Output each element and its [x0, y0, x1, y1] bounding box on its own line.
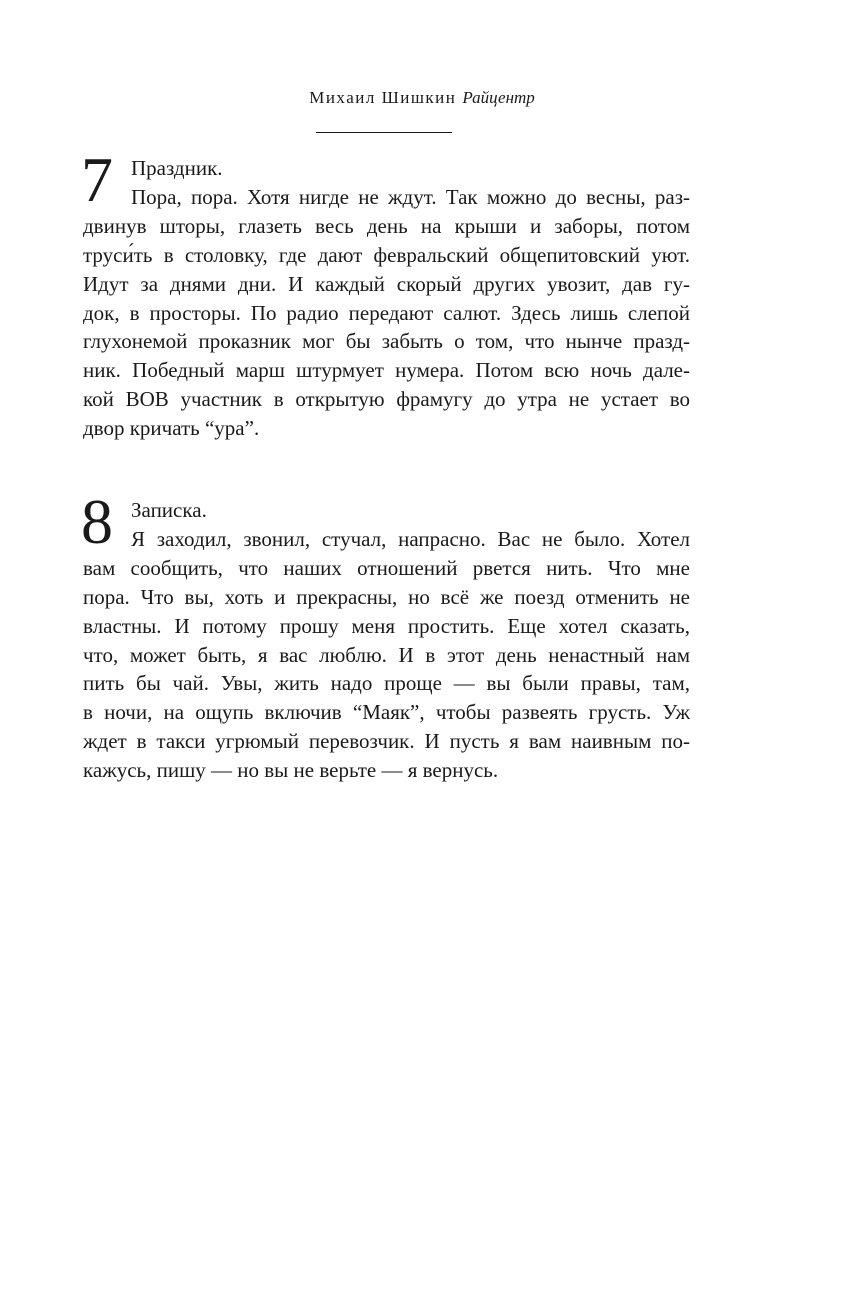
section-8: [81, 486, 690, 785]
text-line: что, может быть, я вас люблю. И в этот день ненастный нам: [83, 642, 690, 667]
text-line: Я заходил, звонил, стучал, напрасно. Вас не было. Хотел: [131, 526, 690, 551]
text-line: пить бы чай. Увы, жить надо проще — вы были правы, там,: [83, 671, 690, 696]
running-header: [0, 88, 844, 108]
section-title: Записка.: [131, 498, 207, 522]
author-name: Михаил Шишкин: [309, 88, 457, 107]
section-title: Праздник.: [131, 156, 223, 180]
text-line: кажусь, пишу — но вы не верьте — я вернусь.: [83, 758, 499, 783]
text-line: властны. И потому прошу меня простить. Еще хотел сказать,: [83, 613, 690, 638]
section-7: [81, 144, 690, 443]
text-line: пора. Что вы, хоть и прекрасны, но всё же поезд отменить не: [83, 584, 690, 609]
text-line: труси́ть в столовку, где дают февральский общепитовский уют.: [83, 242, 690, 267]
text-line: Идут за днями дни. И каждый скорый других увозит, дав гу-: [83, 271, 690, 296]
text-line: вам сообщить, что наших отношений рвется нить. Что мне: [83, 555, 690, 580]
text-line: двор кричать “ура”.: [83, 416, 260, 441]
text-line: док, в просторы. По радио передают салют. Здесь лишь слепой: [83, 300, 690, 325]
text-line: глухонемой проказник мог бы забыть о том, что нынче празд-: [83, 329, 690, 354]
header-rule: [316, 132, 452, 133]
section-number: 7: [81, 144, 113, 215]
text-line: ждет в такси угрюмый перевозчик. И пусть я вам наивным по-: [83, 729, 690, 754]
text-line: ник. Победный марш штурмует нумера. Потом всю ночь дале-: [83, 358, 690, 383]
text-line: двинув шторы, глазеть весь день на крыши и заборы, потом: [83, 213, 690, 238]
section-number: 8: [81, 486, 113, 557]
text-line: Пора, пора. Хотя нигде не ждут. Так можно до весны, раз-: [131, 184, 690, 209]
text-line: кой ВОВ участник в открытую фрамугу до утра не устает во: [83, 387, 690, 412]
book-title: Райцентр: [462, 88, 535, 107]
text-line: в ночи, на ощупь включив “Маяк”, чтобы развеять грусть. Уж: [83, 700, 690, 725]
